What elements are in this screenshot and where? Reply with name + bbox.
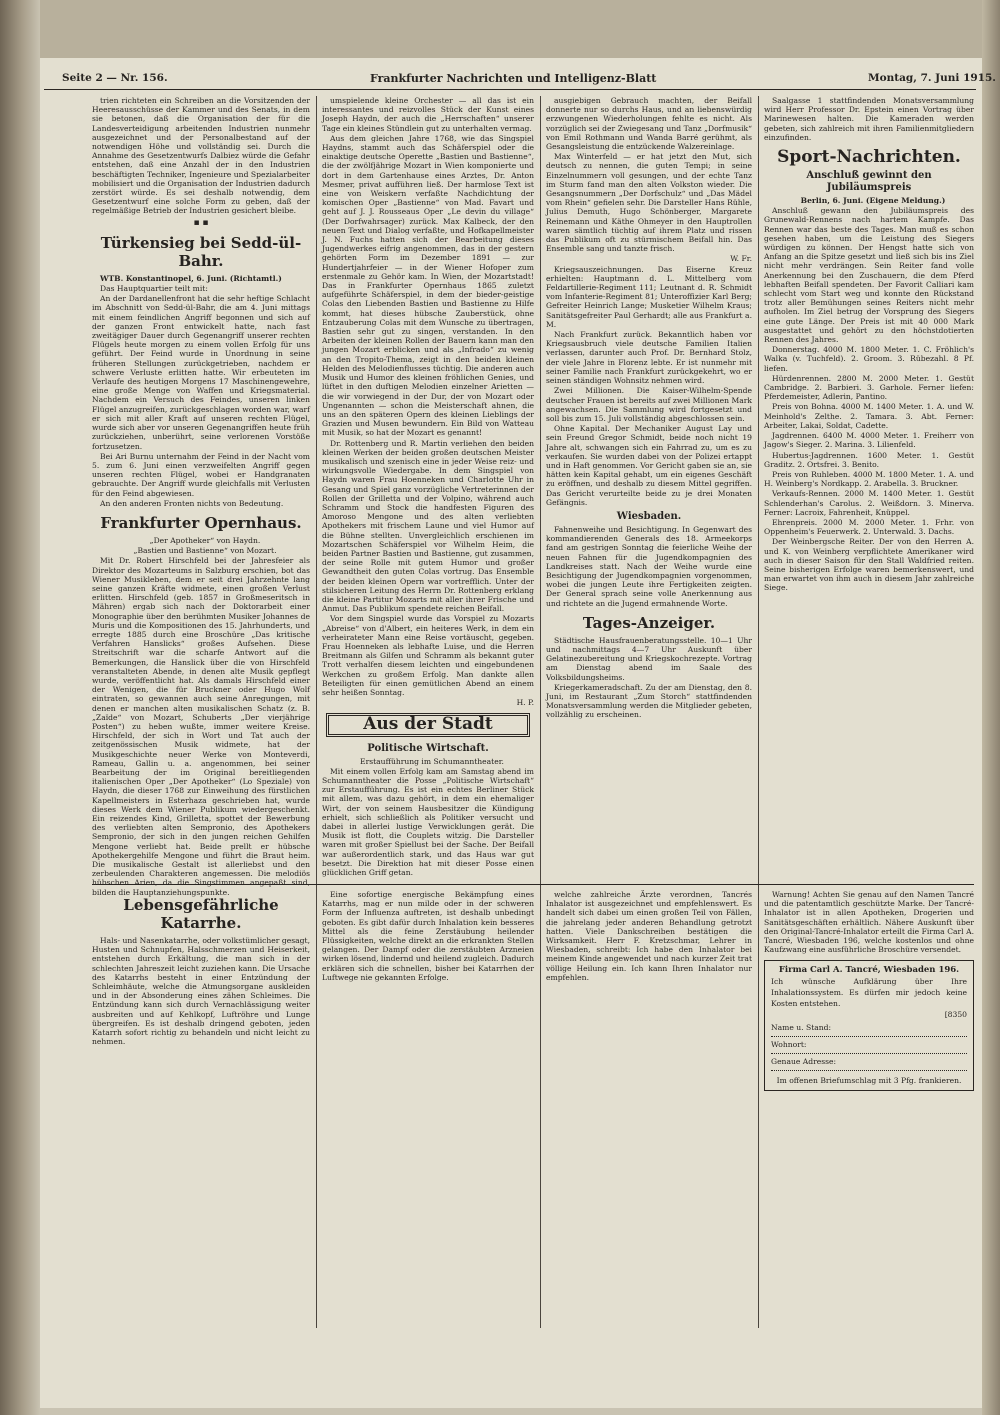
- headline-politische-wirtschaft: Politische Wirtschaft.: [367, 742, 489, 754]
- article-text: Kriegsauszeichnungen. Das Eiserne Kreuz erhielten: Hauptmann d. L. Mittelberg vom Feldartillerie-Regiment 111; Leutnant d. R. Schmidt vom Infanterie-Regiment 81; Unteroffizier Karl Berg; Gefreiter Heinrich Lange; Musketier Wilhelm Kraus; Sanitätsgefreiter Paul Gerhardt; alle aus Frankfurt a. M.: [546, 264, 752, 329]
- issue-date: Montag, 7. Juni 1915.: [868, 72, 996, 84]
- section-box-aus-der-stadt: Aus der Stadt: [326, 713, 530, 736]
- race-result: Donnerstag. 4000 M. 1800 Meter. 1. C. Fröhlich's Walka (v. Tuchfeld). 2. Groom. 3. Rübezahl. 8 Pf. liefen.: [764, 345, 974, 373]
- subheading: Erstaufführung im Schumanntheater.: [360, 756, 504, 766]
- article-text: Aus dem gleichen Jahre 1768, wie das Singspiel Haydns, stammt auch das Schäferspiel oder die einaktige deutsche Operette „Bastien und Bastienne“, die der zwölfjährige Mozart in Wien komponierte und dort in dem Gartenhause eines Arztes, Dr. Anton Mesmer, privat aufführen ließ. Der harmlose Text ist eine von Weiskern verfaßte Nachdichtung der komischen Oper „Bastienne“ von Mad. Favart und geht auf J. J. Rousseaus Oper „Le devin du village“ (Der Dorfwahrsager) zurück. Max Kalbeck, der den neuen Text und Dialog verfaßte, und Hofkapellmeister J. N. Fuchs hatten sich der Bearbeitung dieses Jugendwerkes eifrig angenommen, das in der gestern gehörten Form im Dezember 1891 — zur Hundertjahrfeier — in der Wiener Hofoper zum erstenmale zu Gehör kam. In Wien, der Mozartstadt! Das in Frankfurter Opernhaus 1865 zuletzt aufgeführte Schäferspiel, in dem der bieder-geistige Colas den Liebenden Bastien und Bastienne zu Hilfe kommt, hat dieses hübsche Zauberstück, ohne Entzauberung Colas mit dem Wunsche zu übertragen, Bastien sehr gut zu singen, verstanden. In den Arbeiten der kleinen Rollen der Bauern kann man den jungen Mozart erblicken und als „Infrado“ zu wenig an den Tropito-Thema, zeigt in den beiden kleinen Helden des Melodienflusses tüchtig. Die anderen auch Musik und Humor des kleinen fröhlichen Genies, und lüftet in den duftigen Melodien einzelner Arietten — die wir vorwiegend in der Dur, der von Mozart oder Ungenannten — schon die Meisterschaft ahnen, die uns an den späteren Opern des kleinen Lieblings der Grazien und Musen bewundern. Ein Bild von Watteau mit Musik, so hat der Mozart es genannt!: [322, 133, 534, 438]
- race-result: Ehrenpreis. 2000 M. 2000 Meter. 1. Frhr. von Oppenheim's Feuerwerk. 2. Unterwald. 3. Dachs.: [764, 517, 974, 537]
- place-field[interactable]: Wohnort:: [771, 1037, 967, 1054]
- article-text: Zwei Millionen. Die Kaiser-Wilhelm-Spende deutscher Frauen ist bereits auf zwei Millionen Mark angewachsen. Die Sammlung wird fortgesetzt und soll bis zum 15. Juli vollständig abgeschlossen sein.: [546, 386, 752, 423]
- article-text: Anschluß gewann den Jubiläumspreis des Grunewald-Rennens nach hartem Kampfe. Das Rennen war das beste des Tages. Man muß es schon gesehen haben, um die Leistung des Siegers würdigen zu können. Der Hengst hatte sich von Anfang an die Spitze gesetzt und ließ sich bis ins Ziel nicht mehr verdrängen. Sein Reiter fand volle Anerkennung bei den Zuschauern, die dem Pferd lebhaften Beifall spendeten. Der Favorit Calliari kam schlecht vom Start weg und konnte den Rückstand trotz aller Bemühungen seines Reiters nicht mehr aufholen. Im Ziel betrug der Vorsprung des Siegers eine gute Länge. Der Preis ist mit 40 000 Mark ausgestattet und gehört zu den höchstdotierten Rennen des Jahres.: [764, 206, 974, 345]
- headline-wiesbaden: Wiesbaden.: [616, 510, 682, 522]
- subheading: „Der Apotheker“ von Haydn.: [149, 535, 261, 545]
- column-2: [322, 96, 534, 878]
- headline-sport: Sport-Nachrichten.: [777, 147, 961, 168]
- name-field[interactable]: Name u. Stand:: [771, 1020, 967, 1037]
- race-result: Verkaufs-Rennen. 2000 M. 1400 Meter. 1. Gestüt Schlenderhan's Carolus. 2. Weißdorn. 3. Minerva. Ferner: Lacroix, Fahrenheit, Knüppel.: [764, 489, 974, 517]
- dateline: WTB. Konstantinopel, 6. Juni. (Richtamtl.): [100, 273, 282, 283]
- article-text: Kriegerkameradschaft. Zu der am Dienstag, den 8. Juni, im Restaurant „Zum Storch“ stattfindenden Monatsversammlung werden die Mitglieder gebeten, vollzählig zu erscheinen.: [546, 682, 752, 720]
- column-rule: [758, 96, 759, 1328]
- ad-column-1: [92, 890, 310, 1290]
- article-text: Vor dem Singspiel wurde das Vorspiel zu Mozarts „Abreise“ von d'Albert, ein heiteres Werk, in dem ein verheirateter Mann eine Reise vortäuscht, gegeben. Frau Hoenneken als lebhafte Luise, und die Herren Breitmann als Gilfen und Schramm als bekannt guter Trott verhalfen diesem leichten und eingebundenen Werkchen zu großem Erfolg. Man dankte allen Beteiligten für einen gemütlichen Abend an einem sehr heißen Sonntag.: [322, 614, 534, 697]
- column-4: [764, 96, 974, 878]
- article-text: Das Hauptquartier teilt mit:: [100, 284, 208, 294]
- race-result: Jagdrennen. 6400 M. 4000 Meter. 1. Freiherr von Jagow's Sieger. 2. Marina. 3. Lilienfeld.: [764, 431, 974, 450]
- signature: H. P.: [516, 698, 534, 708]
- address-field[interactable]: Genaue Adresse:: [771, 1054, 967, 1071]
- newspaper-page: [40, 58, 996, 1408]
- article-text: Fahnenweihe und Besichtigung. In Gegenwart des kommandierenden Generals des 18. Armeekorps fand am gestrigen Sonntag die feierliche Weihe der neuen Fahnen für die Jugendkompagnien des Landkreises statt. Nach der Weihe wurde eine Besichtigung der Jugendkompagnien vorgenommen, wobei die jungen Leute ihre Fertigkeiten zeigten. Der General sprach seine volle Anerkennung aus und richtete an die Jugend ermahnende Worte.: [546, 524, 752, 608]
- page-number: Seite 2 — Nr. 156.: [62, 72, 168, 84]
- ad-text: Eine sofortige energische Bekämpfung eines Katarrhs, mag er nun milde oder in der schweren Form der Influenza auftreten, ist deshalb unbedingt geboten. Es gibt dafür durch Inhalation kein besseres Mittel als die feine Zerstäubung heilender Flüssigkeiten, welche direkt an die erkrankten Stellen gelangen. Der Dampf oder die zerstäubten Arzneien wirken lösend, lindernd und heilend zugleich. Dadurch erklären sich die schnellen, bisher bei Katarrhen der Luftwege nie gekannten Erfolge.: [322, 890, 535, 982]
- ad-text: Hals- und Nasenkatarrhe, oder volkstümlicher gesagt, Husten und Schnupfen, Halsschmerzen und Heiserkeit, entstehen durch Erkältung, die man sich in der schlechten Jahreszeit leicht zuziehen kann. Die Ursache des Katarrhs besteht in einer Entzündung der Schleimhäute, welche die Atmungsorgane auskleiden und in der Absonderung eines zähen Schleimes. Die Entzündung kann sich durch Vernachlässigung weiter ausbreiten und auf Kehlkopf, Luftröhre und Lunge übergreifen. Es ist deshalb dringend geboten, jeden Katarrh sofort richtig zu behandeln und nicht leicht zu nehmen.: [92, 936, 310, 1047]
- newspaper-title: Frankfurter Nachrichten und Intelligenz-Blatt: [370, 72, 657, 85]
- headline-katarrhe: Lebensgefährliche Katarrhe.: [123, 896, 279, 932]
- article-text: Mit Dr. Robert Hirschfeld bei der Jahresfeier als Direktor des Mozarteums in Salzburg erschien, bot das Wiener Musikleben, dem er seit drei Jahrzehnte lang seine ganzen Kräfte widmete, einen großen Verlust erlitten. Hirschfeld (geb. 1857 in Großmeseritsch in Mähren) ergab sich nach der Doktorarbeit einer Monographie über den berühmten Musiker Johannes de Muris und die Kompositionen des 15. Jahrhunderts, und erregte 1885 durch eine Broschüre „Das kritische Verfahren Hanslicks“ großes Aufsehen. Diese Streitschrift war die scharfe Antwort auf die Bemerkungen, die Hanslick über die von Hirschfeld veranstalteten Abende, in denen alte Musik gepflegt wurde, veröffentlicht hat. Als damals Hirschfeld einer der Wenigen, die für Bruckner oder Hugo Wolf eintraten, so gewannen auch seine Anregungen, mit denen er manchen alten musikalischen Schatz (z. B. „Zaïde“ von Mozart, Schuberts „Der vierjährige Posten“) zu heben wußte, immer weitere Kreise. Hirschfeld, der sich in Wort und Tat auch der zeitgenössischen Musik widmete, hat der Musikgeschichte neuer Werke von Monteverdi, Rameau, Gallin u. a. angenommen, bei seiner Bearbeitung der im Original bereitliegenden italienischen Oper „Der Apotheker“ (Lo Speziale) von Haydn, die dieser 1768 zur Einweihung des fürstlichen Kapellmeisters in Esterhaza geschrieben hat, wurde dieses Werk dem Wiener Publikum wiedergeschenkt. Ein reizendes Kind, Grilletta, spottet der Bewerbung des verliebten alten Sempronio, des Apothekers Sempronio, der sich in den jungen reichen Gehilfen Mengone verliebt hat. Beide prellt er hübsche Apothekergehilfe Mengone und führt die Braut heim. Die musikalische Gestalt ist allerliebst und den zerbeulenden Charakteren angemessen. Die melodiös hübschen Arien, da die Singstimmen angepaßt sind, bilden die Hauptanziehungspunkte.: [92, 556, 310, 897]
- top-margin: [40, 0, 1000, 58]
- article-text: Saalgasse 1 stattfindenden Monatsversammlung wird Herr Professor Dr. Epstein einen Vortrag über Marinewesen halten. Die Kameraden werden gebeten, sich zahlreich mit ihren Familienmitgliedern einzufinden.: [764, 96, 974, 142]
- headline-jubilaeumspreis: Anschluß gewinnt den Jubiläumspreis: [806, 170, 932, 194]
- header-rule: [44, 89, 976, 90]
- article-text: An der Dardanellenfront hat die sehr heftige Schlacht im Abschnitt von Sedd-ül-Bahr, die am 4. Juni mittags mit einem feindlichen Angriff begonnen und sich auf der ganzen Front entwickelt hatte, nach fast zweitägiger Dauer durch Gegenangriff unserer rechten Flügels heute morgen zu einem vollen Erfolg für uns geführt. Der Feind wurde in Unordnung in seine früheren Stellungen zurückgetrieben, nachdem er schwere Verluste erlitten hatte. Wir erbeuteten im Verlaufe des heutigen Morgens 17 Maschinengewehre, eine große Menge von Waffen und Kriegsmaterial. Nachdem ein Versuch des Feindes, unseren linken Flügel anzugreifen, zurückgeschlagen worden war, warf er sich mit aller Kraft auf unseren rechten Flügel, wurde sich aber vor unseren Gegenangriffen heute früh zurückziehen, unberührt, seine verlorenen Vorstöße fortzusetzen.: [92, 294, 310, 451]
- page-edge: [982, 0, 1000, 1415]
- article-text: umspielende kleine Orchester — all das ist ein interessantes und reizvolles Stück der Kunst eines Joseph Haydn, der auch die „Herrschaften“ unserer Tage ein kleines Stündlein gut zu unterhalten vermag.: [322, 96, 534, 133]
- ad-column-2: [322, 890, 534, 1290]
- article-text: Dr. Rottenberg und R. Martin verliehen den beiden kleinen Werken der beiden großen deutschen Meister musikalisch und szenisch eine in jeder Weise reiz- und wirkungsvolle Wiedergabe. In dem Singspiel von Haydn waren Frau Hoenneken und Charlotte Uhr in Gesang und Spiel ganz vorzügliche Vertreterinnen der Rollen der Grilletta und der Volpino, während auch Schramm und Stock die handfesten Figuren des Amoroso Mengone und des alten verliebten Apothekers mit frischem Laune und viel Humor auf die Bühne stellten. Unvergleichlich erschienen im Mozartschen Schäferspiel vor Wilhelm Heim, die beiden Partner Bastien und Bastienne, gut zusammen, der seine Rolle mit gutem Humor und großer Gewandtheit den guten Colas vortrug. Das Ensemble der beiden kleinen Opern war vortrefflich. Unter der stilsicheren Leitung des Herrn Dr. Rottenberg erklang die kleine Partitur Mozarts mit aller ihrer Frische und Anmut. Das Publikum spendete reichen Beifall.: [322, 438, 534, 614]
- race-result: Preis von Ruhleben. 4000 M. 1800 Meter. 1. A. und H. Weinberg's Nordkapp. 2. Arabella. 3. Bruckner.: [764, 469, 974, 489]
- race-result: Preis von Bohna. 4000 M. 1400 Meter. 1. A. und W. Meinhold's Zelthe. 2. Tamara. 3. Abt. Ferner: Arbeiter, Lakai, Soldat, Cadette.: [764, 402, 974, 430]
- signature: W. Fr.: [730, 254, 752, 264]
- coupon-text: Ich wünsche Aufklärung über Ihre Inhalationssystem. Es dürfen mir jedoch keine Kosten entstehen.: [771, 977, 967, 1009]
- article-text: ausgiebigen Gebrauch machten, der Beifall donnerte nur so durchs Haus, und an liebenswürdig erzwungenen Wiederholungen fehlte es nicht. Als vorzüglich sei der Zwiegesang und Tanz „Dorfmusik“ von Emil Rothmann und Wanda Barré gerühmt, als Gesangsleistung die entzückende Walzereinlage.: [546, 96, 752, 152]
- race-result: Hubertus-Jagdrennen. 1600 Meter. 1. Gestüt Graditz. 2. Ortsfrei. 3. Benito.: [764, 450, 974, 469]
- article-text: Der Weinbergsche Reiter. Der von den Herren A. und K. von Weinberg verpflichtete Amerikaner wird auch in dieser Saison für den Stall Waldfried reiten. Seine bisherigen Erfolge waren bemerkenswert, und man erwartet von ihm auch in diesem Jahr zahlreiche Siege.: [764, 537, 974, 593]
- column-1: [92, 96, 310, 897]
- race-result: Hürdenrennen. 2800 M. 2000 Meter. 1. Gestüt Cambridge. 2. Barbieri. 3. Garhole. Ferner liefen: Pferdemeister, Adlerin, Pantino.: [764, 373, 974, 402]
- ad-column-3: [546, 890, 752, 1290]
- ad-text: welche zahlreiche Ärzte verordnen, Tancrés Inhalator ist ausgezeichnet und empfehlenswert. Es handelt sich dabei um einen großen Teil von Fällen, die jahrelang jeder anderen Behandlung getrotzt hatten. Viele Dankschreiben bestätigen die Wirksamkeit. Herr F. Kretzschmar, Lehrer in Wiesbaden, schreibt: Ich habe den Inhalator bei meinem Kinde angewendet und nach kurzer Zeit trat völlige Heilung ein. Ich kann Ihren Inhalator nur empfehlen.: [546, 890, 752, 982]
- headline-opernhaus: Frankfurter Opernhaus.: [100, 513, 302, 532]
- article-text: Nach Frankfurt zurück. Bekanntlich haben vor Kriegsausbruch viele deutsche Familien Italien verlassen, darunter auch Prof. Dr. Bernhard Stolz, der viele Jahre in Florenz lebte. Er ist nunmehr mit seiner Familie nach Frankfurt zurückgekehrt, wo er seinen ständigen Wohnsitz nehmen wird.: [546, 330, 752, 386]
- column-rule: [316, 96, 317, 1328]
- article-text: An den anderen Fronten nichts von Bedeutung.: [100, 498, 284, 508]
- headline-tages-anzeiger: Tages-Anzeiger.: [582, 613, 716, 632]
- section-rule: [92, 884, 974, 885]
- column-rule: [540, 96, 541, 1328]
- coupon-footer: Im offenen Briefumschlag mit 3 Pfg. frankieren.: [776, 1076, 962, 1086]
- article-text: Städtische Hausfrauenberatungsstelle. 10—1 Uhr und nachmittags 4—7 Uhr Auskunft über Gelatinezubereitung und Kriegskochrezepte. Vortrag am Dienstag abend im Saale des Volksbildungsheims.: [546, 635, 752, 682]
- column-3: [546, 96, 752, 878]
- article-text: Ohne Kapital. Der Mechaniker August Lay und sein Freund Gregor Schmidt, beide noch nicht 19 Jahre alt, schwangen sich ein Fahrrad zu, um es zu verkaufen. Sie wurden dabei von der Polizei ertappt und in Haft genommen. Vor Gericht gaben sie an, sie hätten kein Kapital gehabt, um ein eigenes Geschäft zu eröffnen, und deshalb zu diesem Mittel gegriffen. Das Gericht verurteilte beide zu je drei Monaten Gefängnis.: [546, 424, 752, 507]
- article-text: trien richteten ein Schreiben an die Vorsitzenden der Heeresausschüsse der Kammer und des Senats, in dem sie betonen, daß die Organisation der für die Landesverteidigung arbeitenden Industrien nunmehr ausgezeichnet und der Personalbestand auf der notwendigen Höhe und vollständig sei. Durch die Annahme des Gesetzentwurfs Dalbiez würde die Gefahr entstehen, daß eine Anzahl der in den Industrien beschäftigten Techniker, Ingenieure und Spezialarbeiter mobilisiert und die Organisation der Industrien dadurch zerstört würde. Es sei deshalb notwendig, dem Gesetzentwurf eine solche Form zu geben, daß der regelmäßige Betrieb der Industrien gesichert bleibe.: [92, 96, 310, 216]
- ad-column-4: [764, 890, 974, 1290]
- coupon-title: Firma Carl A. Tancré, Wiesbaden 196.: [778, 965, 960, 976]
- subheading: „Bastien und Bastienne“ von Mozart.: [133, 546, 277, 556]
- coupon-form: [764, 960, 974, 1091]
- binding-shadow: [0, 0, 40, 1415]
- headline-tuerkensieg: Türkensieg bei Sedd-ül-Bahr.: [100, 233, 302, 270]
- coupon-ref: [8350: [944, 1010, 967, 1020]
- ad-text: Warnung! Achten Sie genau auf den Namen Tancré und die patentamtlich geschützte Marke. Der Tancré-Inhalator ist in allen Apotheken, Drogerien und Sanitätsgeschäften erhältlich. Nähere Auskunft über den Original-Tancré-Inhalator erteilt die Firma Carl A. Tancré, Wiesbaden 196, welche kostenlos und ohne Kaufzwang eine ausführliche Broschüre versendet.: [764, 890, 974, 955]
- separator: ▪ ▪: [193, 217, 209, 228]
- article-text: Max Winterfeld — er hat jetzt den Mut, sich deutsch zu nennen, die guten Tempi; in seine Einzelnummern voll gesungen, und der echte Tanz im Sturm fand man den alten Volkston wieder. Die Gesangsnummern „Der Dorfschulz“ und „Das Mädel vom Rhein“ gefielen sehr. Die Darsteller Hans Rühle, Julius Demuth, Hugo Schönberger, Margarete Reinemann und Käthe Ohmeyer in den Hauptrollen waren sämtlich tüchtig auf ihrem Platz und rissen das Publikum oft zu stürmischem Beifall hin. Das Ensemble sang und tanzte frisch.: [546, 152, 752, 254]
- dateline: Berlin, 6. Juni. (Eigene Meldung.): [800, 196, 946, 206]
- article-text: Mit einem vollen Erfolg kam am Samstag abend im Schumanntheater die Posse „Politische Wirtschaft“ zur Erstaufführung. Es ist ein echtes Berliner Stück mit allem, was dazu gehört, in dem ein ehemaliger Wirt, der von seinem Hausbesitzer die Kündigung erhielt, sich schließlich als Politiker versucht und dabei in allerlei lustige Verwicklungen gerät. Die Musik ist flott, die Couplets witzig. Die Darsteller waren mit großer Spiellust bei der Sache. Der Beifall war außerordentlich stark, und das Haus war gut besetzt. Die Direktion hat mit dieser Posse einen glücklichen Griff getan.: [322, 766, 534, 878]
- article-text: Bei Ari Burnu unternahm der Feind in der Nacht vom 5. zum 6. Juni einen verzweifelten Angriff gegen unseren rechten Flügel, wobei er Handgranaten gebrauchte. Der Angriff wurde gleichfalls mit Verlusten für den Feind abgewiesen.: [92, 451, 310, 498]
